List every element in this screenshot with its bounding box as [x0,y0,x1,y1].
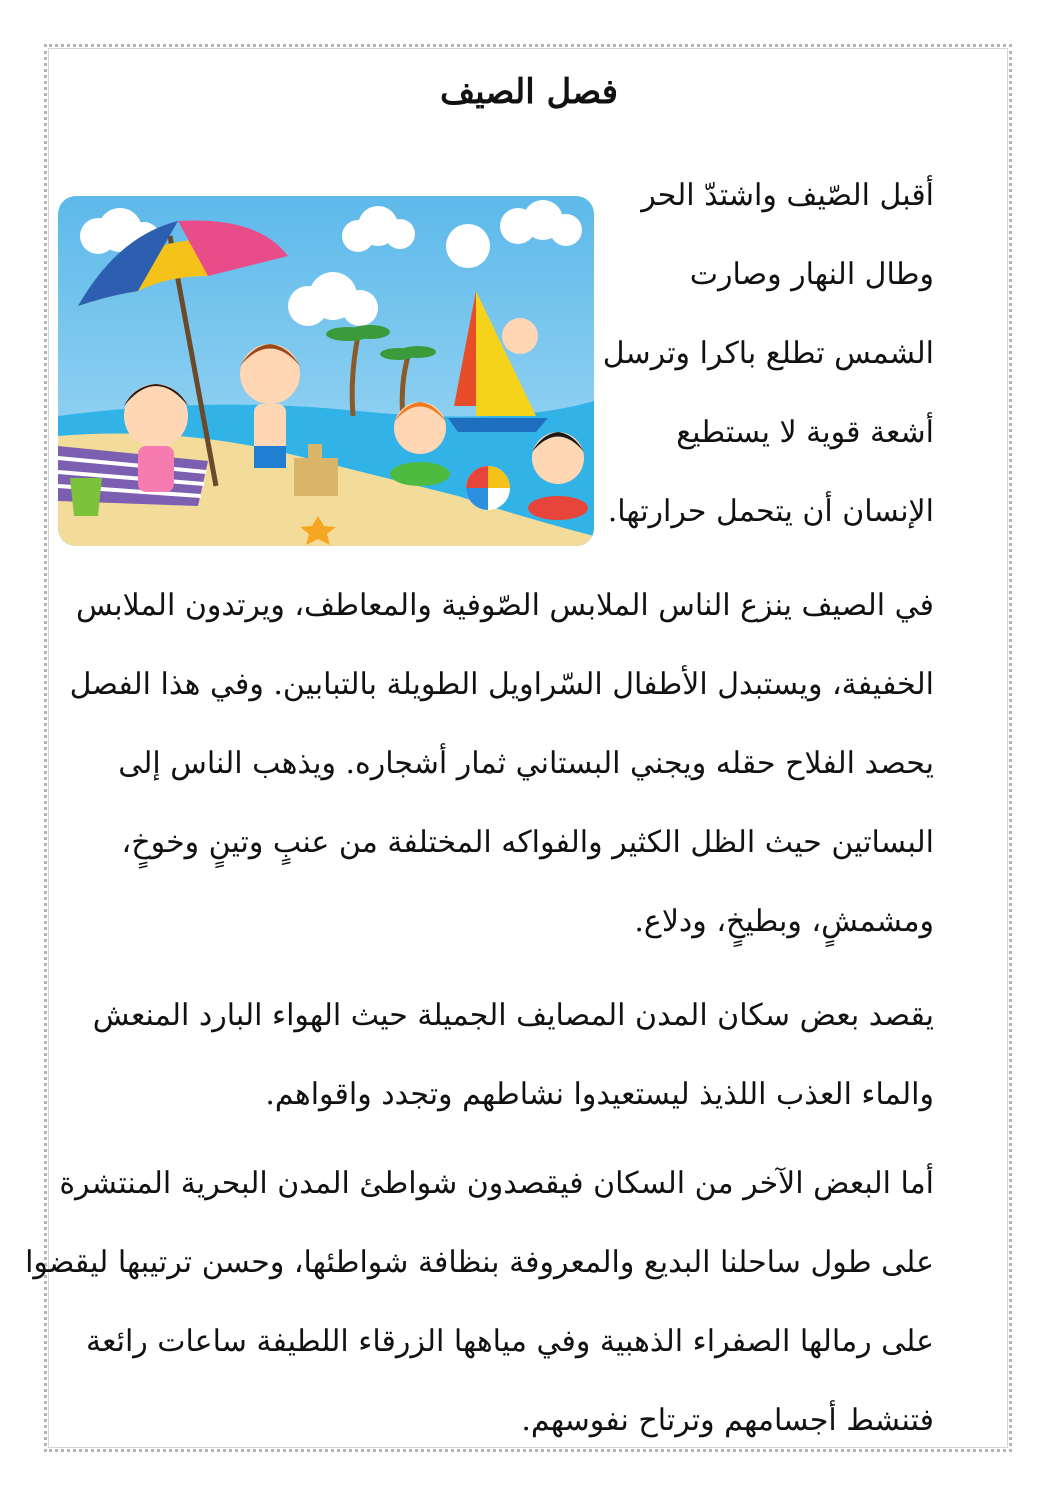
poem-block [604,168,934,563]
paragraph-line: فتنشط أجسامهم وترتاح نفوسهم. [521,1403,934,1438]
paragraph-line: على طول ساحلنا البديع والمعروفة بنظافة شواطئها، وحسن ترتيبها ليقضوا [25,1245,934,1280]
beach-illustration [58,196,594,546]
poem-line: أقبل الصّيف واشتدّ الحر [641,178,934,213]
paragraph-line: يحصد الفلاح حقله ويجني البستاني ثمار أشجاره. ويذهب الناس إلى [118,746,934,781]
paragraph-line: في الصيف ينزع الناس الملابس الصّوفية والمعاطف، ويرتدون الملابس [75,588,934,623]
paragraph-line: يقصد بعض سكان المدن المصايف الجميلة حيث الهواء البارد المنعش [92,998,934,1033]
poem-line: وطال النهار وصارت [689,257,934,292]
poem-line: الشمس تطلع باكرا وترسل [602,336,934,371]
paragraph-line: البساتين حيث الظل الكثير والفواكه المختلفة من عنبٍ وتينٍ وخوخٍ، [121,825,934,860]
paragraph-1 [69,578,934,973]
page-title: فصل الصيف [439,72,619,112]
paragraph-line: ومشمشٍ، وبطيخٍ، ودلاع. [634,904,934,939]
poem-line: الإنسان أن يتحمل حرارتها. [607,494,934,529]
paragraph-line: والماء العذب اللذيذ ليستعيدوا نشاطهم وتجدد واقواهم. [265,1077,934,1112]
paragraph-line: الخفيفة، ويستبدل الأطفال السّراويل الطويلة بالتبابين. وفي هذا الفصل [69,667,934,702]
paragraph-2 [92,988,934,1146]
poem-line: أشعة قوية لا يستطيع [676,415,934,450]
paragraph-line: على رمالها الصفراء الذهبية وفي مياهها الزرقاء اللطيفة ساعات رائعة [86,1324,934,1359]
paragraph-3 [25,1156,934,1472]
paragraph-line: أما البعض الآخر من السكان فيقصدون شواطئ المدن البحرية المنتشرة [59,1166,934,1201]
